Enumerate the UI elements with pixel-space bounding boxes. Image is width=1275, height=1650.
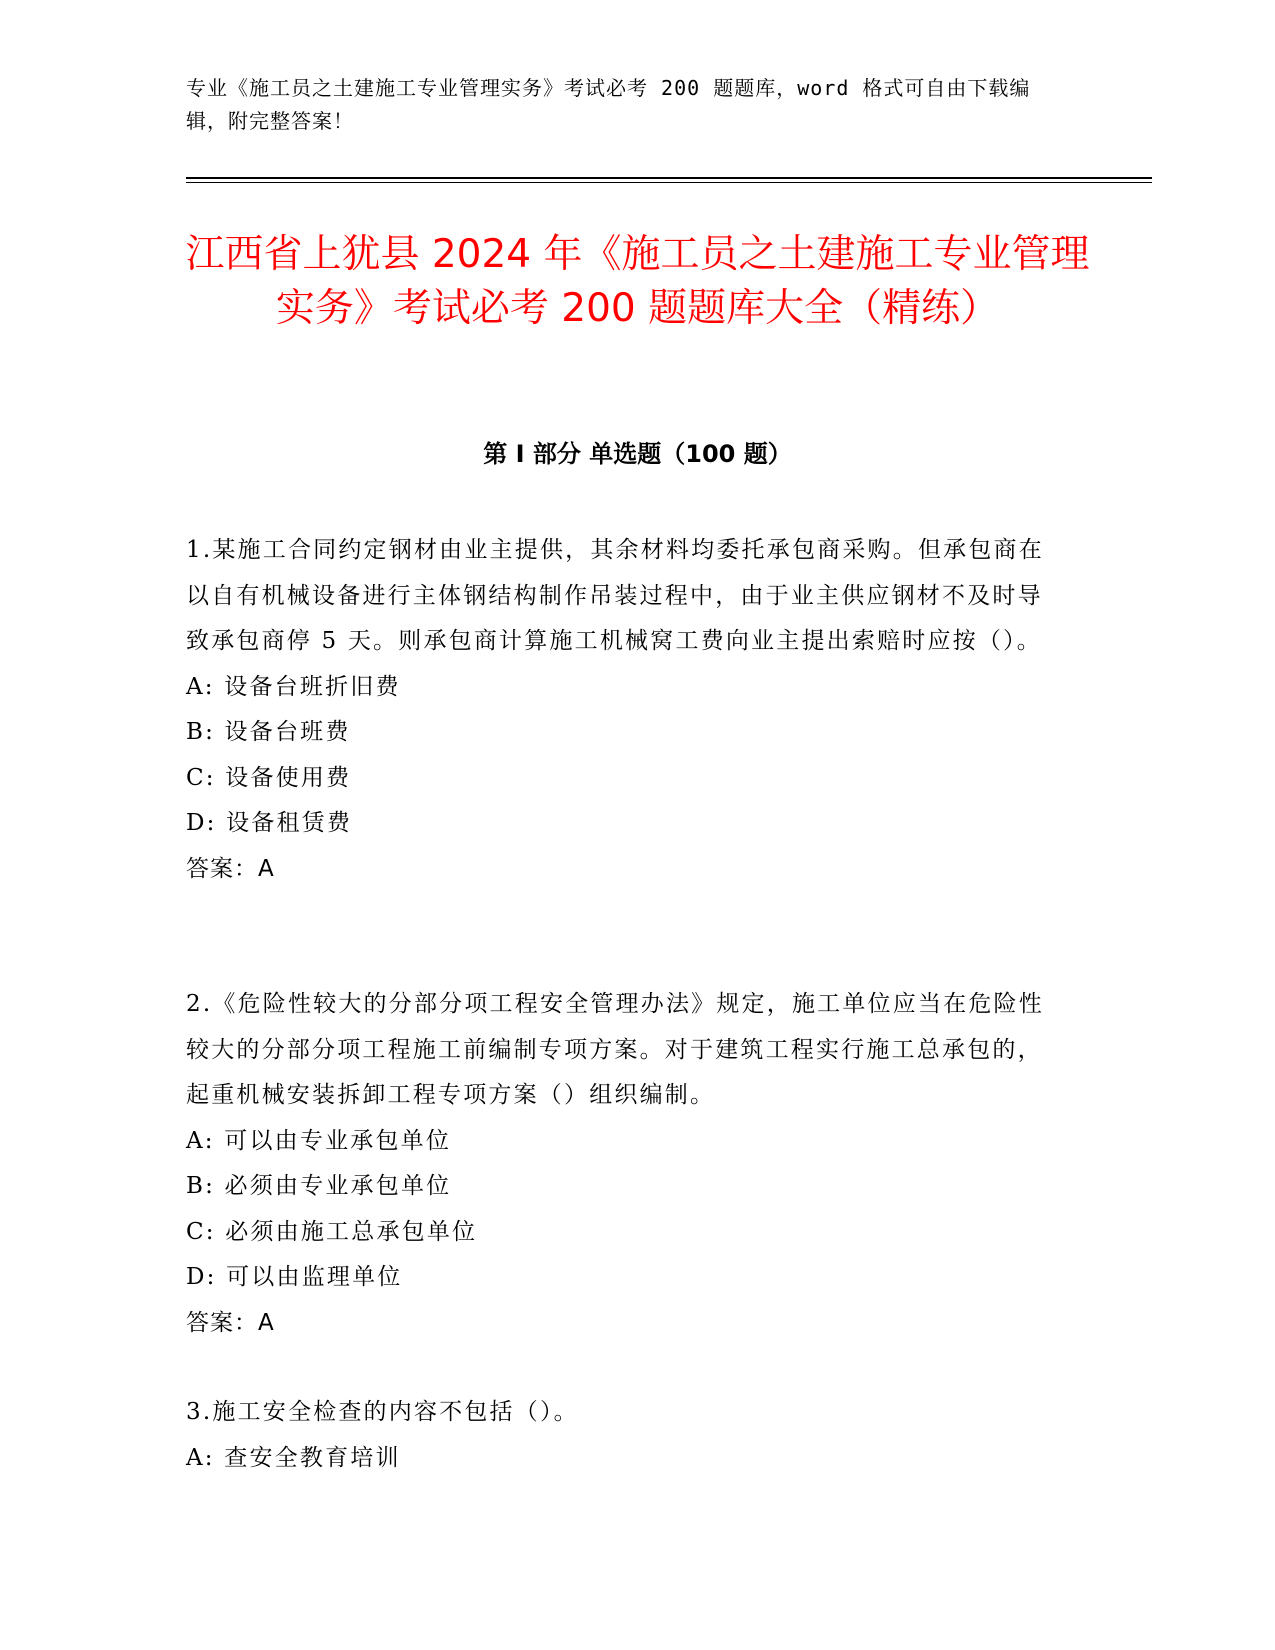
option-a: A: 可以由专业承包单位 — [186, 1127, 452, 1154]
option-a: A: 查安全教育培训 — [186, 1444, 401, 1471]
question-2 — [186, 982, 1066, 1346]
header-note: 专业《施工员之土建施工专业管理实务》考试必考 200 题题库，word 格式可自由下载编辑，附完整答案！ — [186, 76, 1031, 133]
option-d: D: 可以由监理单位 — [186, 1264, 403, 1290]
answer: 答案：A — [186, 1309, 275, 1336]
header-divider-thick — [186, 177, 1152, 179]
option-c: C: 设备使用费 — [186, 764, 352, 791]
answer: 答案：A — [186, 855, 275, 882]
option-a: A: 设备台班折旧费 — [186, 673, 401, 700]
option-c: C: 必须由施工总承包单位 — [186, 1218, 478, 1245]
document-title: 江西省上犹县 2024 年《施工员之土建施工专业管理实务》考试必考 200 题题库大全（精练） — [185, 232, 1090, 331]
question-1 — [186, 528, 1066, 892]
option-b: B: 设备台班费 — [186, 719, 351, 745]
question-stem: 2.《危险性较大的分部分项工程安全管理办法》规定，施工单位应当在危险性较大的分部分项工程施工前编制专项方案。对于建筑工程实行施工总承包的，起重机械安装拆卸工程专项方案（）组织编制。 — [186, 991, 1044, 1108]
option-b: B: 必须由专业承包单位 — [186, 1173, 452, 1199]
question-stem: 3.施工安全检查的内容不包括（）。 — [186, 1399, 579, 1425]
option-d: D: 设备租赁费 — [186, 810, 353, 836]
question-stem: 1.某施工合同约定钢材由业主提供，其余材料均委托承包商采购。但承包商在以自有机械设备进行主体钢结构制作吊装过程中，由于业主供应钢材不及时导致承包商停 5 天。则承包商计算施工机械窝工费向业主提出索赔时应按（）。 — [186, 537, 1044, 654]
header-divider-thin — [186, 182, 1152, 183]
question-3 — [186, 1390, 1066, 1481]
section-title: 第 I 部分 单选题（100 题） — [483, 440, 792, 468]
